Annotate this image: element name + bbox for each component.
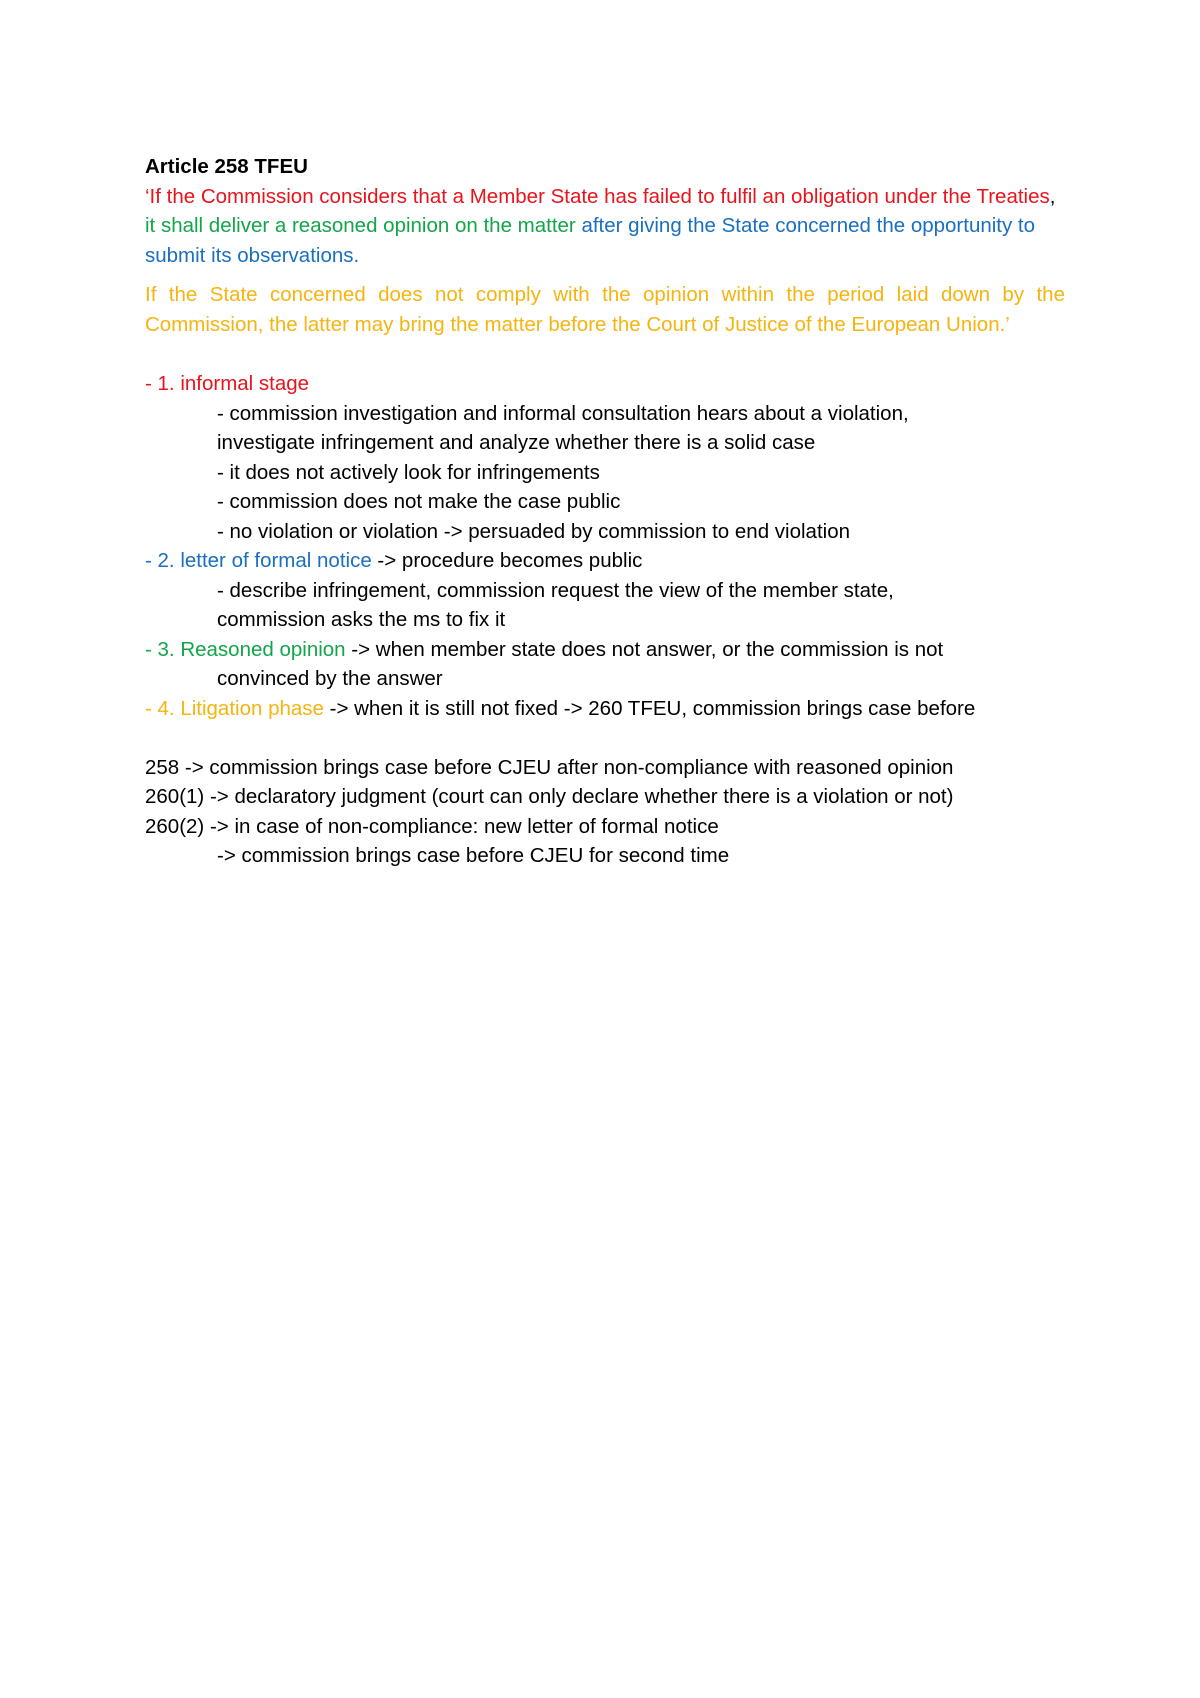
stage-1-label: - 1. informal stage bbox=[145, 372, 310, 395]
stage-2-suffix: -> procedure becomes public bbox=[371, 549, 643, 572]
stage-3-suffix: -> when member state does not answer, or the commission is not bbox=[345, 637, 944, 661]
summary-line: 258 -> commission brings case before CJEU after non-compliance with reasoned opinion bbox=[145, 755, 954, 779]
stage-4 bbox=[145, 694, 1065, 724]
stage-2 bbox=[145, 546, 1065, 635]
article-summary bbox=[145, 753, 1065, 871]
stage-2-note: - describe infringement, commission request the view of the member state, bbox=[217, 578, 894, 602]
quote-paragraph-1 bbox=[145, 182, 1065, 271]
stage-1-note: - commission investigation and informal consultation hears about a violation, bbox=[217, 401, 909, 425]
quote-red-segment: ‘If the Commission considers that a Member State has failed to fulfil an obligation under the Treaties bbox=[145, 184, 1050, 208]
stage-1-note: - it does not actively look for infringements bbox=[217, 460, 600, 484]
stage-1 bbox=[145, 369, 1065, 546]
summary-subline: -> commission brings case before CJEU for second time bbox=[217, 844, 730, 867]
stage-2-note: commission asks the ms to fix it bbox=[217, 608, 506, 631]
quote-paragraph-2: If the State concerned does not comply with the opinion within the period laid down by the Commission, the latter may bring the matter before the Court of Justice of the European Union.’ bbox=[145, 283, 1065, 336]
stage-1-note: - no violation or violation -> persuaded by commission to end violation bbox=[217, 519, 850, 543]
quote-green-segment: it shall deliver a reasoned opinion on the matter bbox=[145, 214, 576, 237]
stage-4-suffix: -> when it is still not fixed -> 260 TFEU, commission brings case before bbox=[323, 696, 976, 720]
stage-2-label: - 2. letter of formal notice bbox=[145, 549, 372, 572]
quote-blue-segment: after giving the State concerned the opportunity to submit its observations. bbox=[145, 214, 1036, 267]
document-page bbox=[145, 152, 1065, 871]
document-title: Article 258 TFEU bbox=[145, 155, 308, 178]
stage-3 bbox=[145, 635, 1065, 694]
quote-comma: , bbox=[1049, 184, 1056, 208]
summary-line: 260(1) -> declaratory judgment (court can only declare whether there is a violation or not) bbox=[145, 785, 954, 808]
stage-4-label: - 4. Litigation phase bbox=[145, 696, 324, 720]
stage-1-note: investigate infringement and analyze whether there is a solid case bbox=[217, 431, 816, 454]
stage-3-label: - 3. Reasoned opinion bbox=[145, 637, 346, 661]
stage-3-note: convinced by the answer bbox=[217, 667, 443, 690]
procedure-outline bbox=[145, 369, 1065, 723]
stage-1-note: - commission does not make the case public bbox=[217, 490, 621, 513]
summary-line: 260(2) -> in case of non-compliance: new letter of formal notice bbox=[145, 814, 719, 838]
